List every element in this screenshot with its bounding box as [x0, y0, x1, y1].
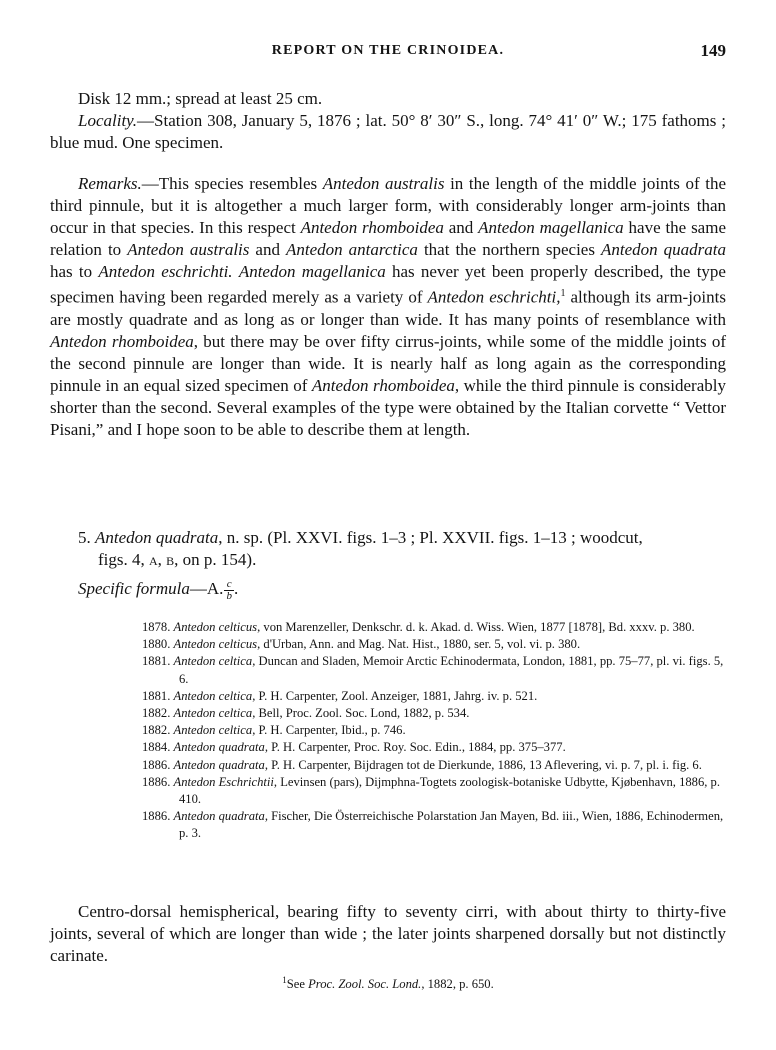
- taxon-name: Antedon eschrichti.: [98, 262, 233, 281]
- synonymy-taxon: Antedon celtica: [173, 706, 253, 721]
- remarks-label: Remarks.: [78, 174, 142, 193]
- taxon-name: Antedon antarctica: [286, 240, 418, 259]
- synonymy-year: 1886.: [142, 809, 171, 824]
- species-number: 5.: [78, 528, 91, 547]
- synonymy-reference: , von Marenzeller, Denkschr. d. k. Akad. d. Wiss. Wien, 1877 [1878], Bd. xxxv. p. 380.: [257, 620, 695, 634]
- footnote-journal: Proc. Zool. Soc. Lond.: [308, 977, 422, 992]
- footnote-rest: , 1882, p. 650.: [421, 977, 494, 992]
- synonymy-year: 1882.: [142, 706, 171, 721]
- disk-measurement: Disk 12 mm.; spread at least 25 cm.: [78, 89, 323, 108]
- synonymy-reference: , P. H. Carpenter, Ibid., p. 746.: [252, 723, 406, 738]
- locality-text: —Station 308, January 5, 1876 ; lat. 50° 8′ 30″ S., long. 74° 41′ 0″ W.; 175 fathoms ; blue mud. One specimen.: [50, 111, 726, 152]
- disk-locality-block: [50, 88, 726, 154]
- synonymy-reference: , d'Urban, Ann. and Mag. Nat. Hist., 1880, ser. 5, vol. vi. p. 380.: [257, 637, 581, 652]
- taxon-name: Antedon rhomboidea: [300, 218, 444, 237]
- remarks-text: , but there may be over fifty cirrus-joints, while some of the middle joints of the second pinnule are longer than wide. It is nearly half as long again as the corresponding pinnule in an equal sized specimen of: [50, 331, 726, 395]
- formula-fraction: [224, 579, 234, 602]
- species-figs-letters: a, b,: [149, 550, 179, 569]
- synonymy-taxon: Antedon quadrata: [173, 757, 265, 772]
- remarks-text: in the length of the middle joints of the third pinnule, but it is altogether a much larger form, with considerably longer arm-joints than occur in that species. In this respect: [50, 174, 727, 237]
- synonymy-taxon: Antedon celtica: [173, 723, 253, 738]
- synonymy-reference: , P. H. Carpenter, Bijdragen tot de Dierkunde, 1886, 13 Aflevering, vi. p. 7, pl. i. fig. 6.: [264, 757, 702, 772]
- synonymy-entry: [142, 722, 726, 739]
- description-paragraph: [50, 901, 726, 967]
- synonymy-year: 1878.: [142, 620, 171, 634]
- formula-denominator: b: [226, 589, 232, 602]
- remarks-text: and: [249, 240, 286, 259]
- remarks-paragraph: [50, 173, 726, 441]
- footnote-see: See: [286, 977, 309, 992]
- synonymy-reference: , Duncan and Sladen, Memoir Arctic Echinodermata, London, 1881, pp. 75–77, pl. vi. figs. 5, 6.: [179, 654, 724, 686]
- formula-label: Specific formula: [78, 579, 190, 598]
- remarks-text: has to: [50, 262, 99, 281]
- synonymy-year: 1884.: [142, 740, 171, 755]
- synonymy-entry: [142, 739, 726, 756]
- synonymy-reference: , Bell, Proc. Zool. Soc. Lond, 1882, p. 534.: [252, 706, 470, 721]
- synonymy-entry: [142, 619, 726, 636]
- synonymy-taxon: Antedon celticus: [173, 637, 258, 652]
- species-figs-page: on p. 154).: [178, 550, 257, 569]
- synonymy-entry: [142, 636, 726, 653]
- remarks-text: and: [443, 218, 479, 237]
- synonymy-taxon: Antedon Eschrichtii: [173, 774, 274, 789]
- synonymy-reference: , P. H. Carpenter, Zool. Anzeiger, 1881, Jahrg. iv. p. 521.: [252, 688, 538, 703]
- description-text: Centro-dorsal hemispherical, bearing fifty to seventy cirri, with about thirty to thirty-five joints, several of which are longer than wide ; the later joints sharpened dorsally but not distinctly carinate.: [50, 902, 726, 965]
- synonymy-taxon: Antedon quadrata: [173, 809, 265, 824]
- footnote: [50, 975, 726, 992]
- synonymy-year: 1881.: [142, 688, 171, 703]
- synonymy-taxon: Antedon quadrata: [173, 740, 265, 755]
- locality-paragraph: [50, 110, 726, 154]
- taxon-name: Antedon australis: [322, 174, 445, 193]
- synonymy-year: 1886.: [142, 757, 171, 772]
- species-figs: figs. 4,: [98, 550, 149, 569]
- synonymy-list: [142, 619, 726, 843]
- remarks-text: , while the third pinnule is considerably shorter than the second. Several examples of the type were obtained by the Italian corvette “ Vettor Pisani,” and I hope soon to be able to describe them at length.: [50, 375, 726, 439]
- synonymy-entry: [142, 653, 726, 687]
- synonymy-entry: [142, 705, 726, 722]
- synonymy-entry: [142, 688, 726, 705]
- synonymy-entry: [142, 808, 726, 842]
- page-number: 149: [700, 41, 726, 60]
- remarks-text: has never yet been properly described, the type specimen having been regarded merely as a variety of: [50, 262, 726, 307]
- locality-label: Locality.: [78, 111, 138, 130]
- synonymy-year: 1886.: [142, 774, 171, 789]
- synonymy-reference: , Levinsen (pars), Dijmphna-Togtets zoologisk-botaniske Udbytte, Kjøbenhavn, 1886, p. 410.: [179, 774, 721, 807]
- formula-numerator: c: [224, 579, 234, 591]
- synonymy-taxon: Antedon celtica: [173, 654, 253, 669]
- taxon-name: Antedon australis: [127, 240, 250, 259]
- taxon-name: Antedon rhomboidea: [50, 331, 194, 351]
- specific-formula: [78, 578, 238, 602]
- synonymy-taxon: Antedon celticus: [173, 620, 258, 634]
- taxon-name: Antedon eschrichti,: [427, 287, 561, 307]
- synonymy-entry: [142, 774, 726, 808]
- formula-prefix: —A.: [189, 579, 224, 598]
- species-heading: [78, 527, 726, 571]
- page-header: [50, 43, 726, 65]
- species-name: Antedon quadrata: [95, 528, 219, 547]
- synonymy-reference: , P. H. Carpenter, Proc. Roy. Soc. Edin., 1884, pp. 375–377.: [264, 740, 566, 755]
- synonymy-taxon: Antedon celtica: [173, 688, 253, 703]
- remarks-text: —This species resembles: [141, 174, 323, 193]
- synonymy-year: 1880.: [142, 637, 171, 652]
- taxon-name: Antedon magellanica: [238, 262, 386, 281]
- remarks-text: although its arm-joints are mostly quadrate and as long as or longer than wide. It has many points of resemblance with: [50, 287, 726, 329]
- synonymy-entry: [142, 757, 726, 774]
- footnote-marker: 1: [560, 288, 566, 299]
- remarks-text: that the northern species: [417, 240, 601, 259]
- taxon-name: Antedon rhomboidea: [311, 375, 455, 395]
- formula-end: .: [233, 579, 239, 598]
- remarks-text: have the same relation to: [50, 218, 726, 259]
- taxon-name: Antedon magellanica: [478, 218, 624, 237]
- synonymy-year: 1882.: [142, 723, 171, 738]
- synonymy-year: 1881.: [142, 654, 171, 669]
- footnote-number: 1: [282, 975, 287, 985]
- synonymy-reference: , Fischer, Die Österreichische Polarstation Jan Mayen, Bd. iii., Wien, 1886, Echinodermen, p. 3.: [179, 809, 724, 841]
- running-head: REPORT ON THE CRINOIDEA.: [271, 43, 505, 58]
- species-plates: , n. sp. (Pl. XXVI. figs. 1–3 ; Pl. XXVII. figs. 1–13 ; woodcut,: [218, 528, 643, 547]
- taxon-name: Antedon quadrata: [600, 240, 726, 259]
